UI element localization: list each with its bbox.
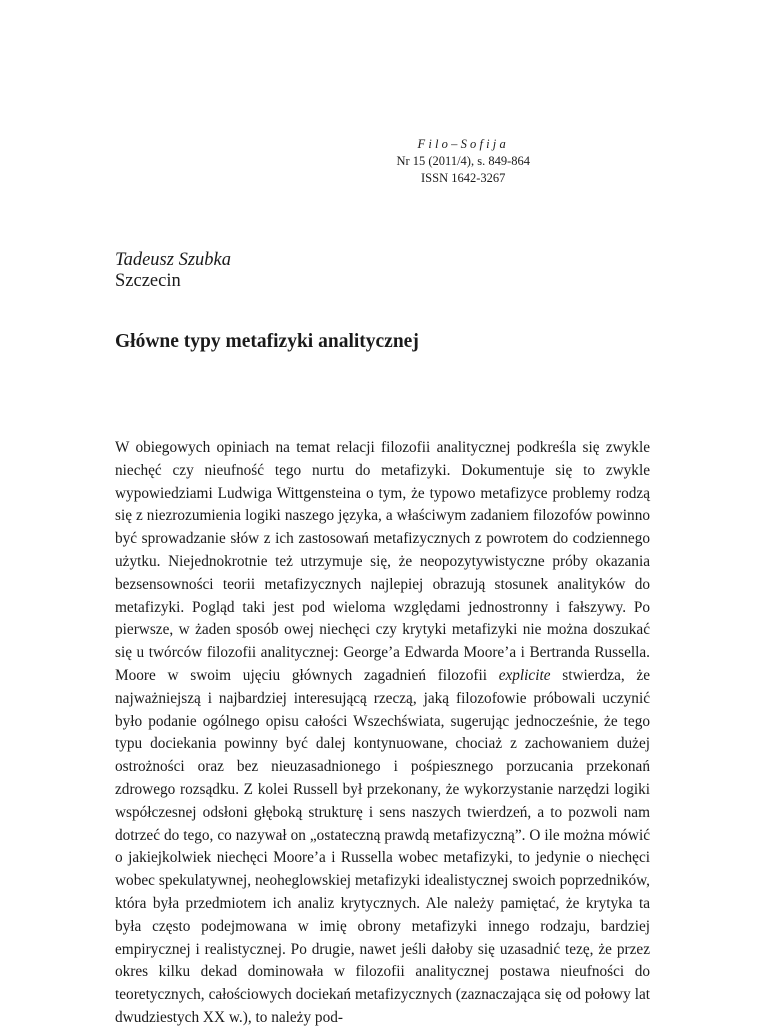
journal-header (396, 136, 530, 187)
author-name: Tadeusz Szubka (115, 250, 231, 270)
paragraph-text-part1: W obiegowych opiniach na temat relacji filozofii analitycznej podkreśla się zwykle niechęć czy nieufność tego nurtu do metafizyki. Dokumentuje się to zwykle wypowiedziami Ludwiga Wittgensteina o tym, że typowo metafizyce problemy rodzą się z niezrozumienia logiki naszego języka, a właściwym zadaniem filozofów powinno być sprowadzanie słów z ich zastosowań metafizycznych z powrotem do codziennego użytku. Niejednokrotnie też utrzymuje się, że neopozytywistyczne próby okazania bezsensowności teorii metafizycznych najlepiej obrazują stosunek analityków do metafizyki. Pogląd taki jest pod wieloma względami jednostronny i fałszywy. Po pierwsze, w żaden sposób owej niechęci czy krytyki metafizyki nie można doszukać się u twórców filozofii analitycznej: George’a Edwarda Moore’a i Bertranda Russella. Moore w swoim ujęciu głównych zagadnień filozofii (115, 439, 650, 684)
paragraph-emphasis: explicite (498, 666, 551, 684)
journal-issue: Nr 15 (2011/4), s. 849-864 (396, 154, 530, 168)
article-title: Główne typy metafizyki analitycznej (115, 331, 419, 352)
journal-name: Filo–Sofija (417, 137, 509, 151)
paragraph-text-part2: stwierdza, że najważniejszą i najbardziej interesującą rzeczą, jaką filozofowie próbowali uczynić było podanie ogólnego opisu całości Wszechświata, sugerując jednocześnie, że tego typu dociekania powinny być dalej kontynuowane, chociaż z zachowaniem dużej ostrożności oraz bez nieuzasadnionego i pośpiesznego porzucania przekonań zdrowego rozsądku. Z kolei Russell był przekonany, że wykorzystanie narzędzi logiki współczesnej odsłoni głęboką strukturę i sens naszych twierdzeń, a to pozwoli nam dotrzeć do tego, co nazywał on „ostateczną prawdą metafizyczną”. O ile można mówić o jakiejkolwiek niechęci Moore’a i Russella wobec metafizyki, to jedynie o niechęci wobec spekulatywnej, neoheglowskiej metafizyki idealistycznej swoich poprzedników, która była przedmiotem ich analiz krytycznych. Ale należy pamiętać, że krytyka ta była często podejmowana w imię obrony metafizyki innego rodzaju, bardziej empirycznej i realistycznej. Po drugie, nawet jeśli dałoby się uzasadnić tezę, że przez okres kilku dekad dominowała w filozofii analitycznej postawa nieufności do teoretycznych, całościowych dociekań metafizycznych (zaznaczająca się od połowy lat dwudziestych XX w.), to należy pod- (115, 666, 650, 1026)
author-block (115, 250, 231, 292)
journal-issn: ISSN 1642-3267 (421, 171, 506, 185)
article-paragraph (115, 437, 650, 1030)
author-affiliation: Szczecin (115, 271, 181, 291)
